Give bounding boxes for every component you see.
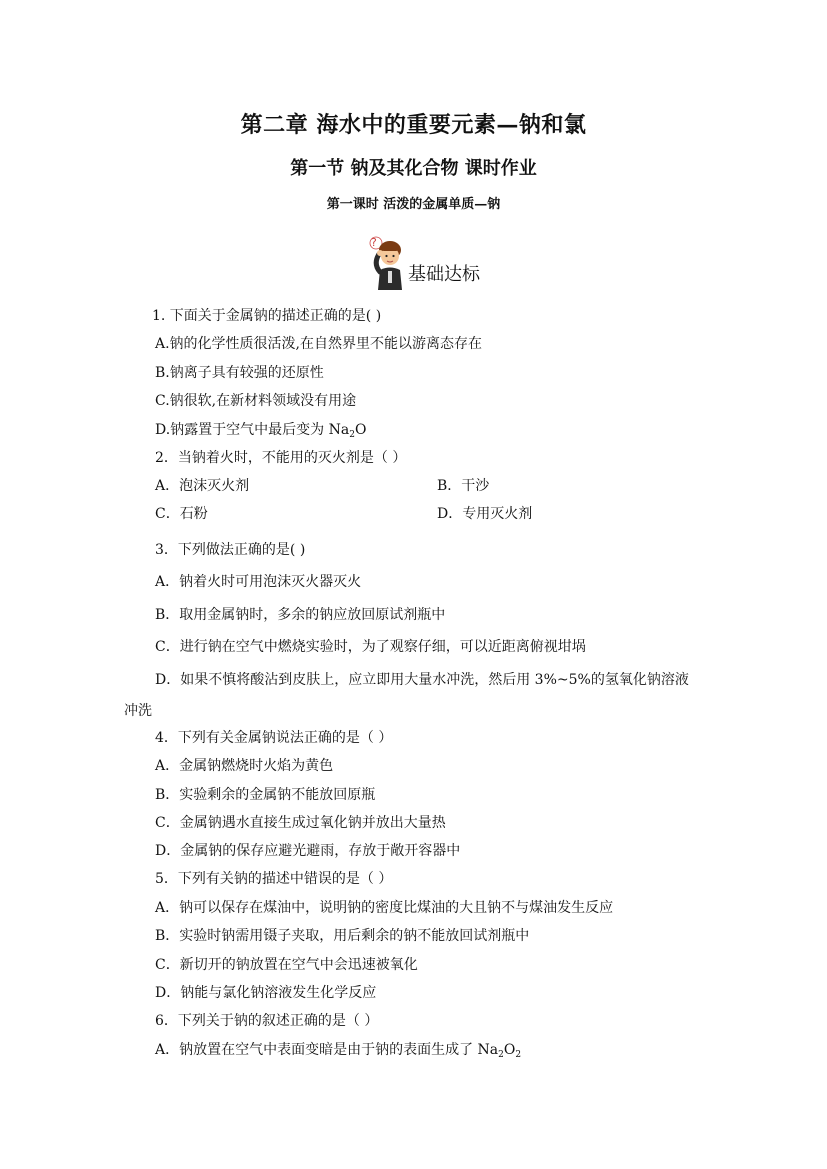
q4-option-a: A．金属钠燃烧时火焰为黄色 (155, 758, 334, 774)
q3-option-d: D．如果不慎将酸沾到皮肤上，应立即用大量水冲洗，然后用 3%~5%的氢氧化钠溶液 (155, 672, 689, 688)
q1-option-c: C.钠很软,在新材料领域没有用途 (155, 393, 357, 409)
q4-option-c: C．金属钠遇水直接生成过氧化钠并放出大量热 (155, 815, 446, 831)
q2-option-d: D．专用灭火剂 (437, 506, 533, 522)
q3-stem: 3．下列做法正确的是( ) (155, 542, 306, 558)
q3-option-b: B．取用金属钠时，多余的钠应放回原试剂瓶中 (155, 607, 446, 623)
q5-option-a: A．钠可以保存在煤油中，说明钠的密度比煤油的大且钠不与煤油发生反应 (155, 900, 614, 916)
q2-option-c: C．石粉 (155, 506, 208, 522)
q5-stem: 5．下列有关钠的描述中错误的是（ ） (155, 871, 393, 887)
q4-option-d: D．金属钠的保存应避光避雨，存放于敞开容器中 (155, 843, 461, 859)
q5-option-b: B．实验时钠需用镊子夹取，用后剩余的钠不能放回试剂瓶中 (155, 928, 530, 944)
q5-option-c: C．新切开的钠放置在空气中会迅速被氧化 (155, 957, 418, 973)
q6-option-a: A．钠放置在空气中表面变暗是由于钠的表面生成了 $Na_2O_2$ (155, 1042, 522, 1060)
thinking-student-icon (368, 234, 410, 290)
section-banner (368, 234, 508, 290)
q1-option-d: D.钠露置于空气中最后变为 $Na_2O$ (155, 422, 367, 440)
q1-option-a: A.钠的化学性质很活泼,在自然界里不能以游离态存在 (155, 336, 483, 352)
q4-stem: 4．下列有关金属钠说法正确的是（ ） (155, 730, 393, 746)
q3-option-a: A．钠着火时可用泡沫灭火器灭火 (155, 574, 362, 590)
q3-option-c: C．进行钠在空气中燃烧实验时，为了观察仔细，可以近距离俯视坩埚 (155, 639, 586, 655)
q2-option-b: B．干沙 (437, 478, 490, 494)
q2-option-a: A．泡沫灭火剂 (155, 478, 250, 494)
chapter-title: 第二章 海水中的重要元素—钠和氯 (240, 112, 587, 138)
q2-stem: 2．当钠着火时，不能用的灭火剂是（ ） (155, 450, 407, 466)
banner-label: 基础达标 (408, 264, 480, 285)
q4-option-b: B．实验剩余的金属钠不能放回原瓶 (155, 787, 376, 803)
lesson-title: 第一课时 活泼的金属单质—钠 (326, 197, 501, 212)
q5-option-d: D．钠能与氯化钠溶液发生化学反应 (155, 985, 377, 1001)
section-title: 第一节 钠及其化合物 课时作业 (290, 158, 537, 179)
q3-option-d-continued: 冲洗 (124, 703, 152, 719)
q1-option-b: B.钠离子具有较强的还原性 (155, 365, 324, 381)
svg-text:?: ? (371, 236, 377, 249)
q1-stem: 1. 下面关于金属钠的描述正确的是( ) (152, 308, 382, 324)
q6-stem: 6．下列关于钠的叙述正确的是（ ） (155, 1013, 379, 1029)
